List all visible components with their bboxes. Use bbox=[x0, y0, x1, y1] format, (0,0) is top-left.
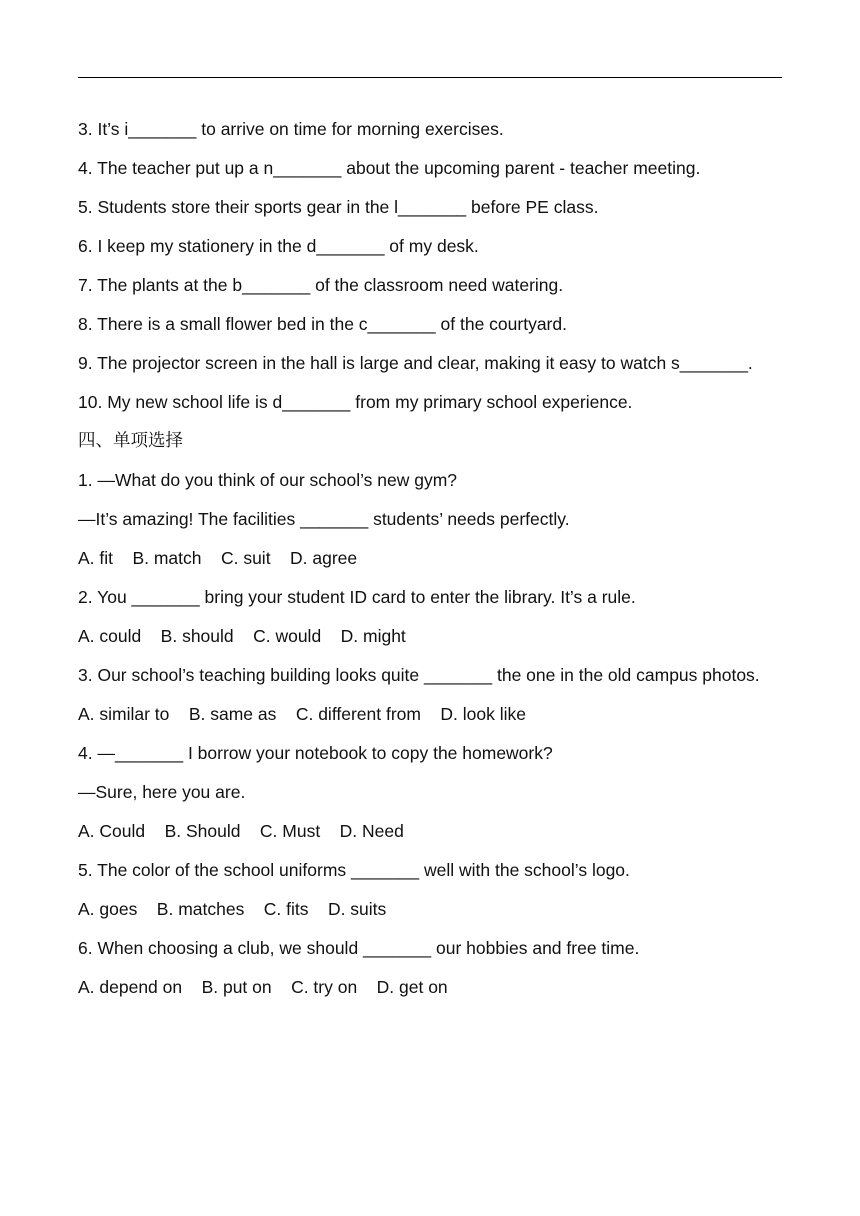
fill-blank-item: 5. Students store their sports gear in the l_______ before PE class. bbox=[78, 197, 599, 217]
question-options: A. goes B. matches C. fits D. suits bbox=[78, 899, 387, 919]
worksheet-body bbox=[78, 110, 784, 1007]
question-2 bbox=[78, 578, 784, 656]
question-options: A. fit B. match C. suit D. agree bbox=[78, 548, 358, 568]
fill-blank-item: 9. The projector screen in the hall is large and clear, making it easy to watch s_______. bbox=[78, 353, 753, 373]
fill-blank-list bbox=[78, 110, 784, 422]
question-stem: 6. When choosing a club, we should _______ our hobbies and free time. bbox=[78, 938, 640, 958]
question-6 bbox=[78, 929, 784, 1007]
question-list bbox=[78, 461, 784, 1007]
question-stem: 3. Our school’s teaching building looks quite _______ the one in the old campus photos. bbox=[78, 665, 760, 685]
question-options: A. could B. should C. would D. might bbox=[78, 626, 406, 646]
question-5 bbox=[78, 851, 784, 929]
fill-blank-item: 10. My new school life is d_______ from my primary school experience. bbox=[78, 392, 633, 412]
fill-blank-item: 8. There is a small flower bed in the c_______ of the courtyard. bbox=[78, 314, 567, 334]
section-title: 四、单项选择 bbox=[78, 431, 183, 451]
question-1 bbox=[78, 461, 784, 578]
fill-blank-item: 4. The teacher put up a n_______ about the upcoming parent - teacher meeting. bbox=[78, 158, 701, 178]
question-options: A. similar to B. same as C. different from D. look like bbox=[78, 704, 527, 724]
fill-blank-item: 7. The plants at the b_______ of the classroom need watering. bbox=[78, 275, 564, 295]
question-options: A. depend on B. put on C. try on D. get on bbox=[78, 977, 448, 997]
question-3 bbox=[78, 656, 784, 734]
question-stem: 2. You _______ bring your student ID card to enter the library. It’s a rule. bbox=[78, 587, 636, 607]
fill-blank-item: 6. I keep my stationery in the d_______ of my desk. bbox=[78, 236, 479, 256]
question-options: A. Could B. Should C. Must D. Need bbox=[78, 821, 404, 841]
question-stem: 5. The color of the school uniforms _______ well with the school’s logo. bbox=[78, 860, 630, 880]
question-stem: 4. —_______ I borrow your notebook to copy the homework? bbox=[78, 743, 553, 763]
question-stem: 1. —What do you think of our school’s new gym? bbox=[78, 470, 458, 490]
question-answer: —It’s amazing! The facilities _______ students’ needs perfectly. bbox=[78, 509, 570, 529]
header-rule bbox=[78, 77, 782, 78]
fill-blank-item: 3. It’s i_______ to arrive on time for morning exercises. bbox=[78, 119, 504, 139]
question-4 bbox=[78, 734, 784, 851]
question-answer: —Sure, here you are. bbox=[78, 782, 246, 802]
